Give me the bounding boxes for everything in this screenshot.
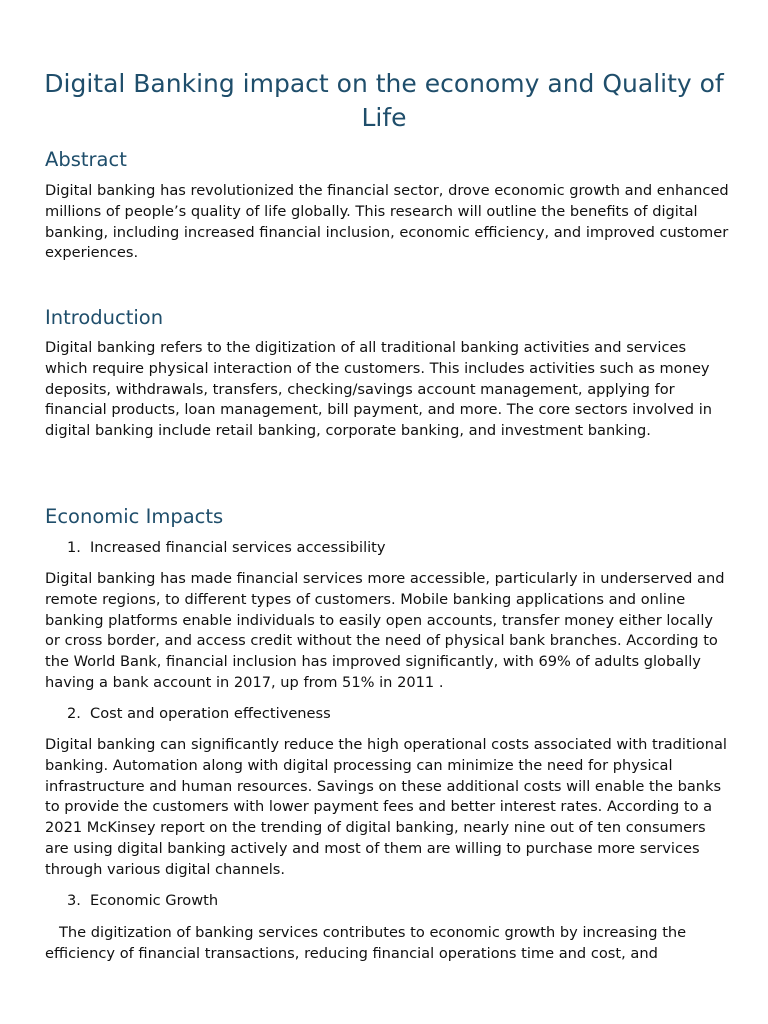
list-item-label: Economic Growth [90, 892, 219, 909]
introduction-heading: Introduction [45, 306, 164, 329]
economic-impacts-heading: Economic Impacts [45, 505, 224, 528]
introduction-paragraph: Digital banking refers to the digitization of all traditional banking activities and services which require physical interaction of the customers. This includes activities such as money deposits, withdrawals, transfers, checking/savings account management, applying for financial products, loan management, bill payment, and more. The core sectors involved in digital banking include retail banking, corporate banking, and investment banking. [45, 339, 713, 440]
abstract-paragraph: Digital banking has revolutionized the financial sector, drove economic growth and enhanced millions of people’s quality of life globally. This research will outline the benefits of digital banking, including increased financial inclusion, economic efficiency, and improved customer experiences. [45, 182, 729, 262]
accessibility-paragraph: Digital banking has made financial services more accessible, particularly in underserved and remote regions, to different types of customers. Mobile banking applications and online banking platforms enable individuals to easily open accounts, transfer money either locally or cross border, and access credit without the need of physical bank branches. According to the World Bank, financial inclusion has improved significantly, with 69% of adults globally having a bank account in 2017, up from 51% in 2011 . [45, 570, 725, 691]
cost-effectiveness-paragraph: Digital banking can significantly reduce the high operational costs associated with traditional banking. Automation along with digital processing can minimize the need for physical infrastructure and human resources. Savings on these additional costs will enable the banks to provide the customers with lower payment fees and better interest rates. According to a 2021 McKinsey report on the trending of digital banking, nearly nine out of ten consumers are using digital banking actively and most of them are willing to purchase more services through various digital channels. [45, 736, 727, 878]
list-item-1 [67, 538, 386, 559]
list-number: 3. [67, 892, 81, 909]
list-number: 1. [67, 539, 81, 556]
list-item-label: Increased financial services accessibility [90, 539, 386, 556]
abstract-heading: Abstract [45, 148, 127, 171]
list-item-2 [67, 704, 331, 725]
list-number: 2. [67, 705, 81, 722]
document-title: Digital Banking impact on the economy and Quality of Life [44, 69, 724, 132]
list-item-3 [67, 891, 218, 912]
economic-growth-paragraph: The digitization of banking services contributes to economic growth by increasing the efficiency of financial transactions, reducing financial operations time and cost, and [45, 924, 687, 962]
list-item-label: Cost and operation effectiveness [90, 705, 331, 722]
